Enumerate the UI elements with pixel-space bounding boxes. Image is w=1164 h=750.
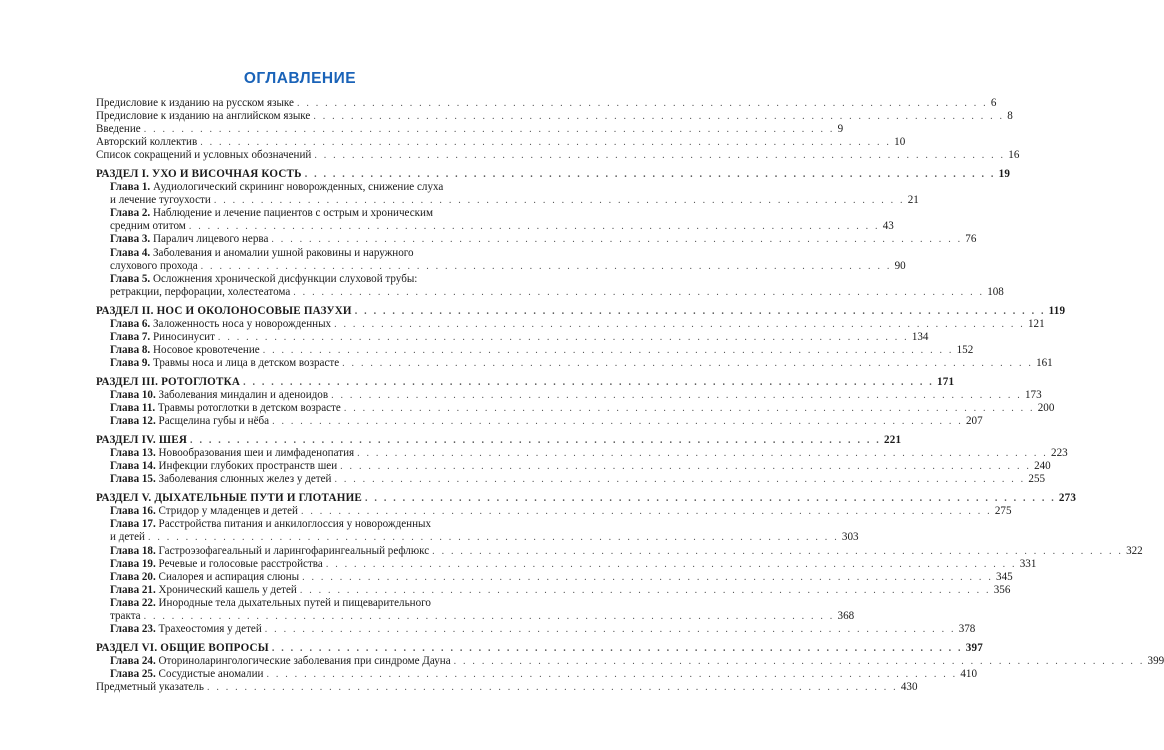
leader-dots: . . . . . . . . . . . . . . . . . . . . . . . . . . . . . . . . . . . . . . . . . . . . . . . . . . . . . . . . . . . . . . . . . . . . . . . . . . <box>432 545 1124 557</box>
section-heading <box>96 641 984 655</box>
chapter-entry <box>96 654 1164 668</box>
page-number: 10 <box>894 136 906 149</box>
leader-dots: . . . . . . . . . . . . . . . . . . . . . . . . . . . . . . . . . . . . . . . . . . . . . . . . . . . . . . . . . . . . . . . . . . . . . . . . . . <box>293 286 985 298</box>
chapter-entry <box>96 667 978 681</box>
entry-title: Глава 24. Оториноларингологические заболевания при синдроме Дауна <box>110 654 451 667</box>
page-number: 171 <box>936 375 955 388</box>
leader-dots: . . . . . . . . . . . . . . . . . . . . . . . . . . . . . . . . . . . . . . . . . . . . . . . . . . . . . . . . . . . . . . . . . . . . . . . . . . <box>343 403 1035 415</box>
chapter-number: Глава 16. <box>110 505 156 518</box>
page-number: 397 <box>965 641 984 654</box>
leader-dots: . . . . . . . . . . . . . . . . . . . . . . . . . . . . . . . . . . . . . . . . . . . . . . . . . . . . . . . . . . . . . . . . . . . . . . . . . . <box>299 584 991 596</box>
chapter-number: Глава 19. <box>110 557 156 570</box>
entry-title: Глава 20. Сиалорея и аспирация слюны <box>110 570 300 583</box>
page-number: 76 <box>965 233 977 246</box>
page-number: 345 <box>996 570 1013 583</box>
leader-dots: . . . . . . . . . . . . . . . . . . . . . . . . . . . . . . . . . . . . . . . . . . . . . . . . . . . . . . . . . . . . . . . . . . . . . . . . . . <box>453 655 1145 667</box>
leader-dots: . . . . . . . . . . . . . . . . . . . . . . . . . . . . . . . . . . . . . . . . . . . . . . . . . . . . . . . . . . . . . . . . . . . . . . . . . . <box>300 506 992 518</box>
chapter-entry <box>96 259 906 273</box>
page-number: 275 <box>994 505 1012 518</box>
page-number: 399 <box>1147 654 1164 667</box>
entry-title: Глава 25. Сосудистые аномалии <box>110 667 264 680</box>
leader-dots: . . . . . . . . . . . . . . . . . . . . . . . . . . . . . . . . . . . . . . . . . . . . . . . . . . . . . . . . . . . . . . . . . . . . . . . . . . <box>340 461 1032 473</box>
chapter-entry <box>96 356 1053 370</box>
entry-title: ретракции, перфорации, холестеатома <box>110 285 291 298</box>
chapter-entry <box>96 194 919 207</box>
chapter-number: Глава 17. <box>110 518 156 531</box>
toc-entry <box>96 110 1013 123</box>
chapter-number: Глава 20. <box>110 570 156 583</box>
entry-title: Глава 1. Аудиологический скрининг новорожденных, снижение слуха <box>110 181 444 194</box>
entry-title: Глава 12. Расщелина губы и нёба <box>110 415 270 428</box>
section-heading <box>96 375 955 389</box>
toc-entry <box>96 136 906 149</box>
chapter-entry <box>96 247 494 260</box>
entry-title: Глава 14. Инфекции глубоких пространств шеи <box>110 460 338 473</box>
chapter-number: Глава 24. <box>110 654 156 667</box>
chapter-entry <box>96 597 494 610</box>
chapter-entry <box>96 622 976 636</box>
chapter-number: Глава 25. <box>110 667 156 680</box>
leader-dots: . . . . . . . . . . . . . . . . . . . . . . . . . . . . . . . . . . . . . . . . . . . . . . . . . . . . . . . . . . . . . . . . . . . . . . . . . . <box>148 532 839 544</box>
chapter-number: Глава 1. <box>110 181 151 194</box>
leader-dots: . . . . . . . . . . . . . . . . . . . . . . . . . . . . . . . . . . . . . . . . . . . . . . . . . . . . . . . . . . . . . . . . . . . . . . . . . . <box>334 474 1026 486</box>
entry-title: Глава 21. Хронический кашель у детей <box>110 583 297 596</box>
entry-title: Авторский коллектив <box>96 136 198 149</box>
page-number: 21 <box>907 194 919 207</box>
entry-title: Предисловие к изданию на английском языке <box>96 110 311 123</box>
entry-title: слухового прохода <box>110 259 198 272</box>
chapter-entry <box>96 460 1051 473</box>
chapter-entry <box>96 447 1068 460</box>
table-of-contents <box>96 97 1164 694</box>
entry-title: Глава 6. Заложенность носа у новорожденных <box>110 317 332 330</box>
entry-title: Глава 4. Заболевания и аномалии ушной раковины и наружного <box>110 246 414 259</box>
entry-title: Глава 2. Наблюдение и лечение пациентов с острым и хроническим <box>110 207 434 220</box>
entry-title: РАЗДЕЛ VI. ОБЩИЕ ВОПРОСЫ <box>96 641 269 654</box>
chapter-number: Глава 9. <box>110 356 151 369</box>
leader-dots: . . . . . . . . . . . . . . . . . . . . . . . . . . . . . . . . . . . . . . . . . . . . . . . . . . . . . . . . . . . . . . . . . . . . . . . . . . <box>304 169 996 181</box>
leader-dots: . . . . . . . . . . . . . . . . . . . . . . . . . . . . . . . . . . . . . . . . . . . . . . . . . . . . . . . . . . . . . . . . . . . . . . . . . . <box>143 610 835 622</box>
page-number: 173 <box>1025 388 1042 401</box>
chapter-number: Глава 3. <box>110 233 151 246</box>
chapter-entry <box>96 233 977 246</box>
chapter-entry <box>96 473 1046 486</box>
page-number: 19 <box>998 168 1011 181</box>
entry-title: Список сокращений и условных обозначений <box>96 149 312 162</box>
page-number: 356 <box>993 583 1011 596</box>
entry-title: Глава 5. Осложнения хронической дисфункции слуховой трубы: <box>110 272 418 285</box>
chapter-number: Глава 4. <box>110 246 151 259</box>
leader-dots: . . . . . . . . . . . . . . . . . . . . . . . . . . . . . . . . . . . . . . . . . . . . . . . . . . . . . . . . . . . . . . . . . . . . . . . . . . <box>357 448 1049 460</box>
page-number: 430 <box>900 680 918 693</box>
entry-title: Предисловие к изданию на русском языке <box>96 97 294 109</box>
leader-dots: . . . . . . . . . . . . . . . . . . . . . . . . . . . . . . . . . . . . . . . . . . . . . . . . . . . . . . . . . . . . . . . . . . . . . . . . . . <box>302 571 994 583</box>
leader-dots: . . . . . . . . . . . . . . . . . . . . . . . . . . . . . . . . . . . . . . . . . . . . . . . . . . . . . . . . . . . . . . . . . . . . . . . . . . <box>342 357 1034 369</box>
chapter-entry <box>96 207 494 220</box>
chapter-entry <box>96 330 929 344</box>
chapter-number: Глава 22. <box>110 596 156 609</box>
page-number: 368 <box>837 609 855 622</box>
leader-dots: . . . . . . . . . . . . . . . . . . . . . . . . . . . . . . . . . . . . . . . . . . . . . . . . . . . . . . . . . . . . . . . . . . . . . . . . . . <box>190 435 881 447</box>
entry-title: Глава 22. Инородные тела дыхательных путей и пищеварительного <box>110 596 431 609</box>
chapter-entry <box>96 285 1004 299</box>
page-number: 8 <box>1007 110 1013 123</box>
page-number: 223 <box>1051 447 1068 460</box>
page-number: 240 <box>1034 460 1051 473</box>
entry-title: Глава 23. Трахеостомия у детей <box>110 622 262 635</box>
chapter-number: Глава 21. <box>110 583 156 596</box>
chapter-number: Глава 23. <box>110 622 156 635</box>
page-number: 108 <box>987 285 1004 298</box>
entry-title: и лечение тугоухости <box>110 194 211 207</box>
page-number: 410 <box>960 667 978 680</box>
chapter-entry <box>96 415 983 428</box>
chapter-entry <box>96 343 974 357</box>
entry-title: и детей <box>110 531 145 544</box>
chapter-entry <box>96 570 1013 584</box>
chapter-number: Глава 7. <box>110 330 151 343</box>
leader-dots: . . . . . . . . . . . . . . . . . . . . . . . . . . . . . . . . . . . . . . . . . . . . . . . . . . . . . . . . . . . . . . . . . . . . . . . . . . <box>200 137 892 149</box>
page-number: 331 <box>1019 557 1037 570</box>
leader-dots: . . . . . . . . . . . . . . . . . . . . . . . . . . . . . . . . . . . . . . . . . . . . . . . . . . . . . . . . . . . . . . . . . . . . . . . . . . <box>188 221 880 233</box>
leader-dots: . . . . . . . . . . . . . . . . . . . . . . . . . . . . . . . . . . . . . . . . . . . . . . . . . . . . . . . . . . . . . . . . . . . . . . . . . . <box>206 681 898 693</box>
entry-title: РАЗДЕЛ III. РОТОГЛОТКА <box>96 375 241 388</box>
entry-title: Глава 11. Травмы ротоглотки в детском возрасте <box>110 402 341 415</box>
page-number: 207 <box>966 415 983 428</box>
chapter-entry <box>96 531 859 544</box>
leader-dots: . . . . . . . . . . . . . . . . . . . . . . . . . . . . . . . . . . . . . . . . . . . . . . . . . . . . . . . . . . . . . . . . . . . . . . . . . . <box>217 331 909 343</box>
chapter-number: Глава 14. <box>110 460 156 473</box>
leader-dots: . . . . . . . . . . . . . . . . . . . . . . . . . . . . . . . . . . . . . . . . . . . . . . . . . . . . . . . . . . . . . . . . . . . . . . . . . . <box>314 150 1006 162</box>
leader-dots: . . . . . . . . . . . . . . . . . . . . . . . . . . . . . . . . . . . . . . . . . . . . . . . . . . . . . . . . . . . . . . . . . . . . . . . . . . <box>262 344 954 356</box>
toc-entry <box>96 97 997 110</box>
page-number: 161 <box>1036 356 1053 369</box>
entry-title: Введение <box>96 123 141 136</box>
leader-dots: . . . . . . . . . . . . . . . . . . . . . . . . . . . . . . . . . . . . . . . . . . . . . . . . . . . . . . . . . . . . . . . . . . . . . . . . . . <box>264 623 956 635</box>
leader-dots: . . . . . . . . . . . . . . . . . . . . . . . . . . . . . . . . . . . . . . . . . . . . . . . . . . . . . . . . . . . . . . . . . . . . . . . . . . <box>271 642 963 654</box>
page-number: 43 <box>882 220 894 233</box>
toc-entry <box>96 123 844 136</box>
entry-title: Глава 8. Носовое кровотечение <box>110 343 260 356</box>
entry-title: Глава 19. Речевые и голосовые расстройства <box>110 557 323 570</box>
chapter-entry <box>96 273 494 286</box>
leader-dots: . . . . . . . . . . . . . . . . . . . . . . . . . . . . . . . . . . . . . . . . . . . . . . . . . . . . . . . . . . . . . . . . . . . . . . . . . . <box>271 234 963 246</box>
page-number: 119 <box>1048 304 1066 317</box>
chapter-number: Глава 15. <box>110 473 156 486</box>
chapter-entry <box>96 505 1012 518</box>
chapter-entry <box>96 609 855 623</box>
leader-dots: . . . . . . . . . . . . . . . . . . . . . . . . . . . . . . . . . . . . . . . . . . . . . . . . . . . . . . . . . . . . . . . . . . . . . . . . . . <box>243 376 934 388</box>
entry-title: РАЗДЕЛ V. ДЫХАТЕЛЬНЫЕ ПУТИ И ГЛОТАНИЕ <box>96 492 363 505</box>
page-number: 16 <box>1008 149 1020 162</box>
entry-title: Предметный указатель <box>96 680 204 693</box>
page-number: 121 <box>1027 317 1045 330</box>
chapter-entry <box>96 557 1037 571</box>
chapter-entry <box>96 220 894 233</box>
entry-title: средним отитом <box>110 220 186 233</box>
leader-dots: . . . . . . . . . . . . . . . . . . . . . . . . . . . . . . . . . . . . . . . . . . . . . . . . . . . . . . . . . . . . . . . . . . . . . . . . . . <box>213 195 905 207</box>
entry-title: РАЗДЕЛ I. УХО И ВИСОЧНАЯ КОСТЬ <box>96 168 302 181</box>
chapter-number: Глава 10. <box>110 388 156 401</box>
section-heading <box>96 492 1077 505</box>
entry-title: Глава 10. Заболевания миндалин и аденоидов <box>110 388 329 401</box>
entry-title: Глава 3. Паралич лицевого нерва <box>110 233 269 246</box>
chapter-entry <box>96 544 1143 558</box>
chapter-number: Глава 13. <box>110 447 156 460</box>
page-number: 303 <box>841 531 859 544</box>
chapter-number: Глава 18. <box>110 544 156 557</box>
leader-dots: . . . . . . . . . . . . . . . . . . . . . . . . . . . . . . . . . . . . . . . . . . . . . . . . . . . . . . . . . . . . . . . . . . . . . . . . . . <box>272 416 963 428</box>
page-number: 6 <box>990 97 997 109</box>
page-number: 134 <box>911 330 929 343</box>
entry-title: Глава 7. Риносинусит <box>110 330 215 343</box>
leader-dots: . . . . . . . . . . . . . . . . . . . . . . . . . . . . . . . . . . . . . . . . . . . . . . . . . . . . . . . . . . . . . . . . . . . . . . . . . . <box>365 493 1056 505</box>
chapter-entry <box>96 583 1011 597</box>
entry-title: тракта <box>110 609 141 622</box>
section-heading <box>96 168 1011 181</box>
toc-entry <box>96 149 1020 162</box>
chapter-entry <box>96 317 1045 331</box>
chapter-number: Глава 2. <box>110 207 151 220</box>
leader-dots: . . . . . . . . . . . . . . . . . . . . . . . . . . . . . . . . . . . . . . . . . . . . . . . . . . . . . . . . . . . . . . . . . . . . . . . . . . <box>266 668 958 680</box>
entry-title: Глава 17. Расстройства питания и анкилоглоссия у новорожденных <box>110 518 432 531</box>
entry-title: РАЗДЕЛ II. НОС И ОКОЛОНОСОВЫЕ ПАЗУХИ <box>96 304 352 317</box>
section-heading <box>96 434 902 447</box>
page-number: 273 <box>1058 492 1077 505</box>
page-number: 200 <box>1037 402 1055 415</box>
chapter-entry <box>96 181 494 194</box>
leader-dots: . . . . . . . . . . . . . . . . . . . . . . . . . . . . . . . . . . . . . . . . . . . . . . . . . . . . . . . . . . . . . . . . . . . . . . . . . . <box>334 318 1025 330</box>
entry-title: Глава 13. Новообразования шеи и лимфаденопатия <box>110 447 355 460</box>
leader-dots: . . . . . . . . . . . . . . . . . . . . . . . . . . . . . . . . . . . . . . . . . . . . . . . . . . . . . . . . . . . . . . . . . . . . . . . . . . <box>325 558 1017 570</box>
chapter-entry <box>96 388 1042 402</box>
page-number: 255 <box>1028 473 1046 486</box>
page-number: 9 <box>837 123 844 136</box>
leader-dots: . . . . . . . . . . . . . . . . . . . . . . . . . . . . . . . . . . . . . . . . . . . . . . . . . . . . . . . . . . . . . . . . . . . . . . . . . . <box>200 260 892 272</box>
page-number: 152 <box>956 343 974 356</box>
page-number: 378 <box>958 622 976 635</box>
leader-dots: . . . . . . . . . . . . . . . . . . . . . . . . . . . . . . . . . . . . . . . . . . . . . . . . . . . . . . . . . . . . . . . . . . . . . . . . . . <box>354 305 1046 317</box>
page-number: 322 <box>1126 544 1143 557</box>
entry-title: Глава 15. Заболевания слюнных желез у детей <box>110 473 332 486</box>
entry-title: РАЗДЕЛ IV. ШЕЯ <box>96 434 188 447</box>
entry-title: Глава 16. Стридор у младенцев и детей <box>110 505 298 518</box>
leader-dots: . . . . . . . . . . . . . . . . . . . . . . . . . . . . . . . . . . . . . . . . . . . . . . . . . . . . . . . . . . . . . . . . . . . . . . . . . . <box>331 389 1022 401</box>
entry-title: Глава 18. Гастроэзофагеальный и ларингофарингеальный рефлюкс <box>110 544 430 557</box>
section-heading <box>96 304 1066 318</box>
chapter-entry <box>96 402 1055 415</box>
page-number: 90 <box>894 259 906 272</box>
chapter-number: Глава 8. <box>110 343 151 356</box>
chapter-number: Глава 5. <box>110 272 151 285</box>
page-number: 221 <box>883 434 902 447</box>
leader-dots: . . . . . . . . . . . . . . . . . . . . . . . . . . . . . . . . . . . . . . . . . . . . . . . . . . . . . . . . . . . . . . . . . . . . . . . . . . <box>313 111 1005 123</box>
chapter-number: Глава 12. <box>110 415 156 428</box>
chapter-entry <box>96 518 494 531</box>
page-title: ОГЛАВЛЕНИЕ <box>243 70 357 87</box>
leader-dots: . . . . . . . . . . . . . . . . . . . . . . . . . . . . . . . . . . . . . . . . . . . . . . . . . . . . . . . . . . . . . . . . . . . . . . . . . . <box>296 98 988 109</box>
entry-title: Глава 9. Травмы носа и лица в детском возрасте <box>110 356 340 369</box>
chapter-number: Глава 6. <box>110 317 151 330</box>
leader-dots: . . . . . . . . . . . . . . . . . . . . . . . . . . . . . . . . . . . . . . . . . . . . . . . . . . . . . . . . . . . . . . . . . . . . . . . . . . <box>143 124 835 136</box>
chapter-number: Глава 11. <box>110 402 156 415</box>
index-entry <box>96 680 918 694</box>
